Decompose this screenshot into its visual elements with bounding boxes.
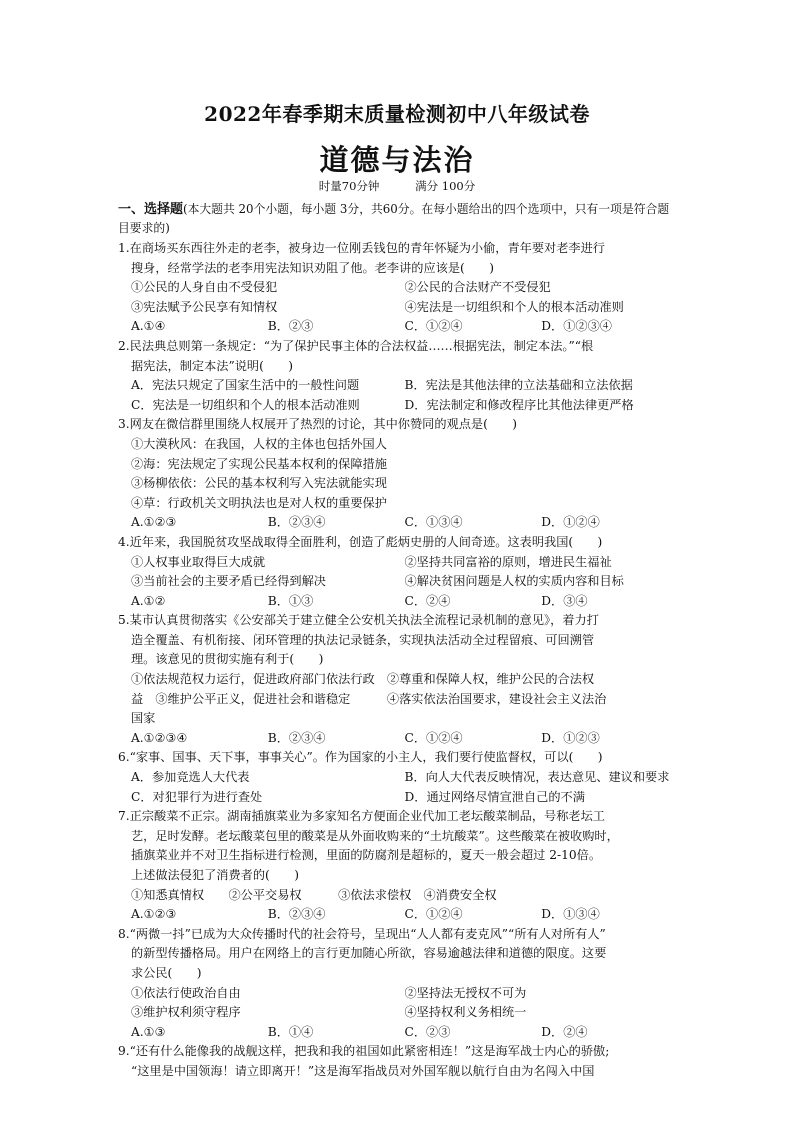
option-a: A.①②③ — [131, 515, 177, 530]
statement: ④草：行政机关文明执法也是对人权的重要保护 — [131, 495, 387, 510]
question-stem: 造全覆盖、有机衔接、闭环管理的执法记录链条，实现执法活动全过程留痕、可回溯管 — [131, 632, 595, 647]
statement-row — [118, 1003, 678, 1023]
question-1 — [118, 239, 678, 337]
option-b: B．①④ — [267, 1024, 314, 1039]
statement: ②公民的合法财产不受侵犯 — [404, 280, 551, 295]
statement-row — [118, 572, 678, 592]
statement: ①公民的人身自由不受侵犯 — [131, 280, 278, 295]
statement-row — [118, 298, 678, 318]
option-d: D．①②③④ — [541, 319, 612, 334]
option-a: A．宪法只规定了国家生活中的一般性问题 — [131, 378, 360, 393]
statement-line: ①依法规范权力运行，促进政府部门依法行政 ②尊重和保障人权，维护公民的合法权 — [131, 672, 595, 687]
question-7 — [118, 807, 678, 925]
statement-row — [118, 278, 678, 298]
question-stem: 6.“家事、国事、天下事，事事关心”。作为国家的小主人，我们要行使监督权，可以( ) — [118, 750, 603, 765]
option-row — [118, 905, 678, 925]
question-stem: 4.近年来，我国脱贫攻坚战取得全面胜利，创造了彪炳史册的人间奇迹。这表明我国( ) — [118, 534, 603, 549]
statement: ②海：宪法规定了实现公民基本权利的保障措施 — [131, 456, 387, 471]
statement: ③杨柳依依：公民的基本权利写入宪法就能实现 — [131, 476, 387, 491]
question-2 — [118, 337, 678, 415]
option-b: B．②③④ — [267, 907, 326, 922]
question-stem: 求公民( ) — [131, 965, 202, 980]
statement: ④坚持权利义务相统一 — [404, 1005, 527, 1020]
option-b: B．②③④ — [267, 515, 326, 530]
statement: ③当前社会的主要矛盾已经得到解决 — [131, 574, 326, 589]
option-a: A.①④ — [131, 319, 166, 334]
question-stem: 据宪法，制定本法”说明( ) — [131, 358, 293, 373]
option-d: D．宪法制定和修改程序比其他法律更严格 — [404, 397, 634, 412]
statement: ①人权事业取得巨大成就 — [131, 554, 266, 569]
option-row — [118, 317, 678, 337]
subject-title: 道德与法治 — [319, 143, 475, 177]
question-stem: 9.“还有什么能像我的战舰这样，把我和我的祖国如此紧密相连！”这是海军战士内心的骄傲; — [118, 1044, 610, 1059]
option-c: C．②④ — [404, 593, 451, 608]
question-stem: 理。该意见的贯彻实施有利于( ) — [131, 652, 324, 667]
question-stem: 3.网友在微信群里围绕人权展开了热烈的讨论，其中你赞同的观点是( ) — [118, 417, 517, 432]
option-b: B．向人大代表反映情况，表达意见、建议和要求 — [404, 770, 670, 785]
question-9 — [118, 1042, 678, 1081]
statement-line: ①知悉真情权 ②公平交易权 ③依法求偿权 ④消费安全权 — [131, 887, 497, 902]
statement: ④解决贫困问题是人权的实质内容和目标 — [404, 574, 624, 589]
option-c: C．①②④ — [404, 730, 463, 745]
option-d: D．①②④ — [541, 515, 600, 530]
option-c: C．①③④ — [404, 515, 463, 530]
question-stem: 搜身，经常学法的老李用宪法知识劝阻了他。老李讲的应该是( ) — [131, 260, 494, 275]
question-stem: 8.“两微一抖”已成为大众传播时代的社会符号，呈现出“人人都有麦克风”“所有人对所有人” — [118, 926, 606, 941]
option-c: C．宪法是一切组织和个人的根本活动准则 — [131, 397, 360, 412]
option-a: A.①③ — [131, 1024, 166, 1039]
option-b: B．②③④ — [267, 730, 326, 745]
option-a: A.①②③④ — [131, 730, 188, 745]
statement: ①依法行使政治自由 — [131, 985, 241, 1000]
exam-time: 时量70分钟 — [318, 179, 380, 193]
option-row — [118, 396, 678, 416]
option-c: C．②③ — [404, 1024, 451, 1039]
option-d: D．②④ — [541, 1024, 588, 1039]
statement-line: 益 ③维护公平正义，促进社会和谐稳定 ④落实依法治国要求，建设社会主义法治 — [131, 691, 607, 706]
question-6 — [118, 748, 678, 807]
statement: ④宪法是一切组织和个人的根本活动准则 — [404, 299, 624, 314]
question-5 — [118, 611, 678, 748]
exam-score: 满分 100分 — [415, 179, 476, 193]
statement-row — [118, 553, 678, 573]
question-stem: 5.某市认真贯彻落实《公安部关于建立健全公安机关执法全流程记录机制的意见》，着力打 — [118, 613, 599, 628]
question-4 — [118, 533, 678, 611]
option-a: A.①② — [131, 593, 166, 608]
question-stem: 1.在商场买东西往外走的老李，被身边一位刚丢钱包的青年怀疑为小偷，青年要对老李进行 — [118, 241, 605, 255]
statement-line: 国家 — [131, 711, 156, 726]
option-a: A．参加竞选人大代表 — [131, 770, 250, 785]
option-row — [118, 768, 678, 788]
section-title: 一、选择题 — [118, 202, 184, 217]
option-c: C．对犯罪行为进行查处 — [131, 789, 263, 804]
option-row — [118, 513, 678, 533]
statement: ①大漠秋风：在我国，人权的主体也包括外国人 — [131, 436, 387, 451]
option-c: C．①②④ — [404, 319, 463, 334]
option-b: B．②③ — [267, 319, 314, 334]
exam-title: 2022年春季期末质量检测初中八年级试卷 — [204, 102, 590, 126]
option-row — [118, 376, 678, 396]
option-row — [118, 729, 678, 749]
option-b: B．①③ — [267, 593, 314, 608]
option-row — [118, 1023, 678, 1043]
exam-content — [118, 200, 678, 1082]
question-stem: “这里是中国领海！请立即离开！”这是海军指战员对外国军舰以航行自由为名闯入中国 — [131, 1063, 595, 1078]
option-d: D．①③④ — [541, 907, 600, 922]
statement: ③宪法赋予公民享有知情权 — [131, 299, 278, 314]
option-d: D．③④ — [541, 593, 588, 608]
statement: ③维护权利须守程序 — [131, 1005, 241, 1020]
statement: ②坚持法无授权不可为 — [404, 985, 527, 1000]
question-stem: 艺，足时发酵。老坛酸菜包里的酸菜是从外面收购来的“土坑酸菜”。这些酸菜在被收购时， — [131, 828, 619, 843]
statement-row — [118, 984, 678, 1004]
option-c: C．①②④ — [404, 907, 463, 922]
section-heading — [118, 200, 678, 237]
exam-meta — [0, 178, 794, 194]
question-stem: 上述做法侵犯了消费者的( ) — [131, 868, 299, 882]
option-a: A.①②③ — [131, 907, 177, 922]
option-b: B．宪法是其他法律的立法基础和立法依据 — [404, 378, 633, 393]
option-row — [118, 788, 678, 808]
section-note: (本大题共 20个小题，每小题 3分，共60分。在每小题给出的四个选项中，只有一项是符合题目要求的) — [118, 202, 670, 235]
statement: ②坚持共同富裕的原则，增进民生福祉 — [404, 554, 612, 569]
option-d: D．通过网络尽情宣泄自己的不满 — [404, 789, 585, 804]
option-d: D．①②③ — [541, 730, 600, 745]
question-stem: 插旗菜业并不对卫生指标进行检测，里面的防腐剂是超标的，夏天一般会超过 2-10倍。 — [131, 848, 602, 863]
question-stem: 的新型传播格局。用户在网络上的言行更加随心所欲，容易逾越法律和道德的限度。这要 — [131, 946, 607, 961]
question-3 — [118, 415, 678, 533]
question-stem: 7.正宗酸菜不正宗。湖南插旗菜业为多家知名方便面企业代加工老坛酸菜制品，号称老坛工 — [118, 809, 605, 824]
question-8 — [118, 925, 678, 1043]
question-stem: 2.民法典总则第一条规定：“为了保护民事主体的合法权益……根据宪法，制定本法。”“根 — [118, 338, 594, 353]
option-row — [118, 592, 678, 612]
